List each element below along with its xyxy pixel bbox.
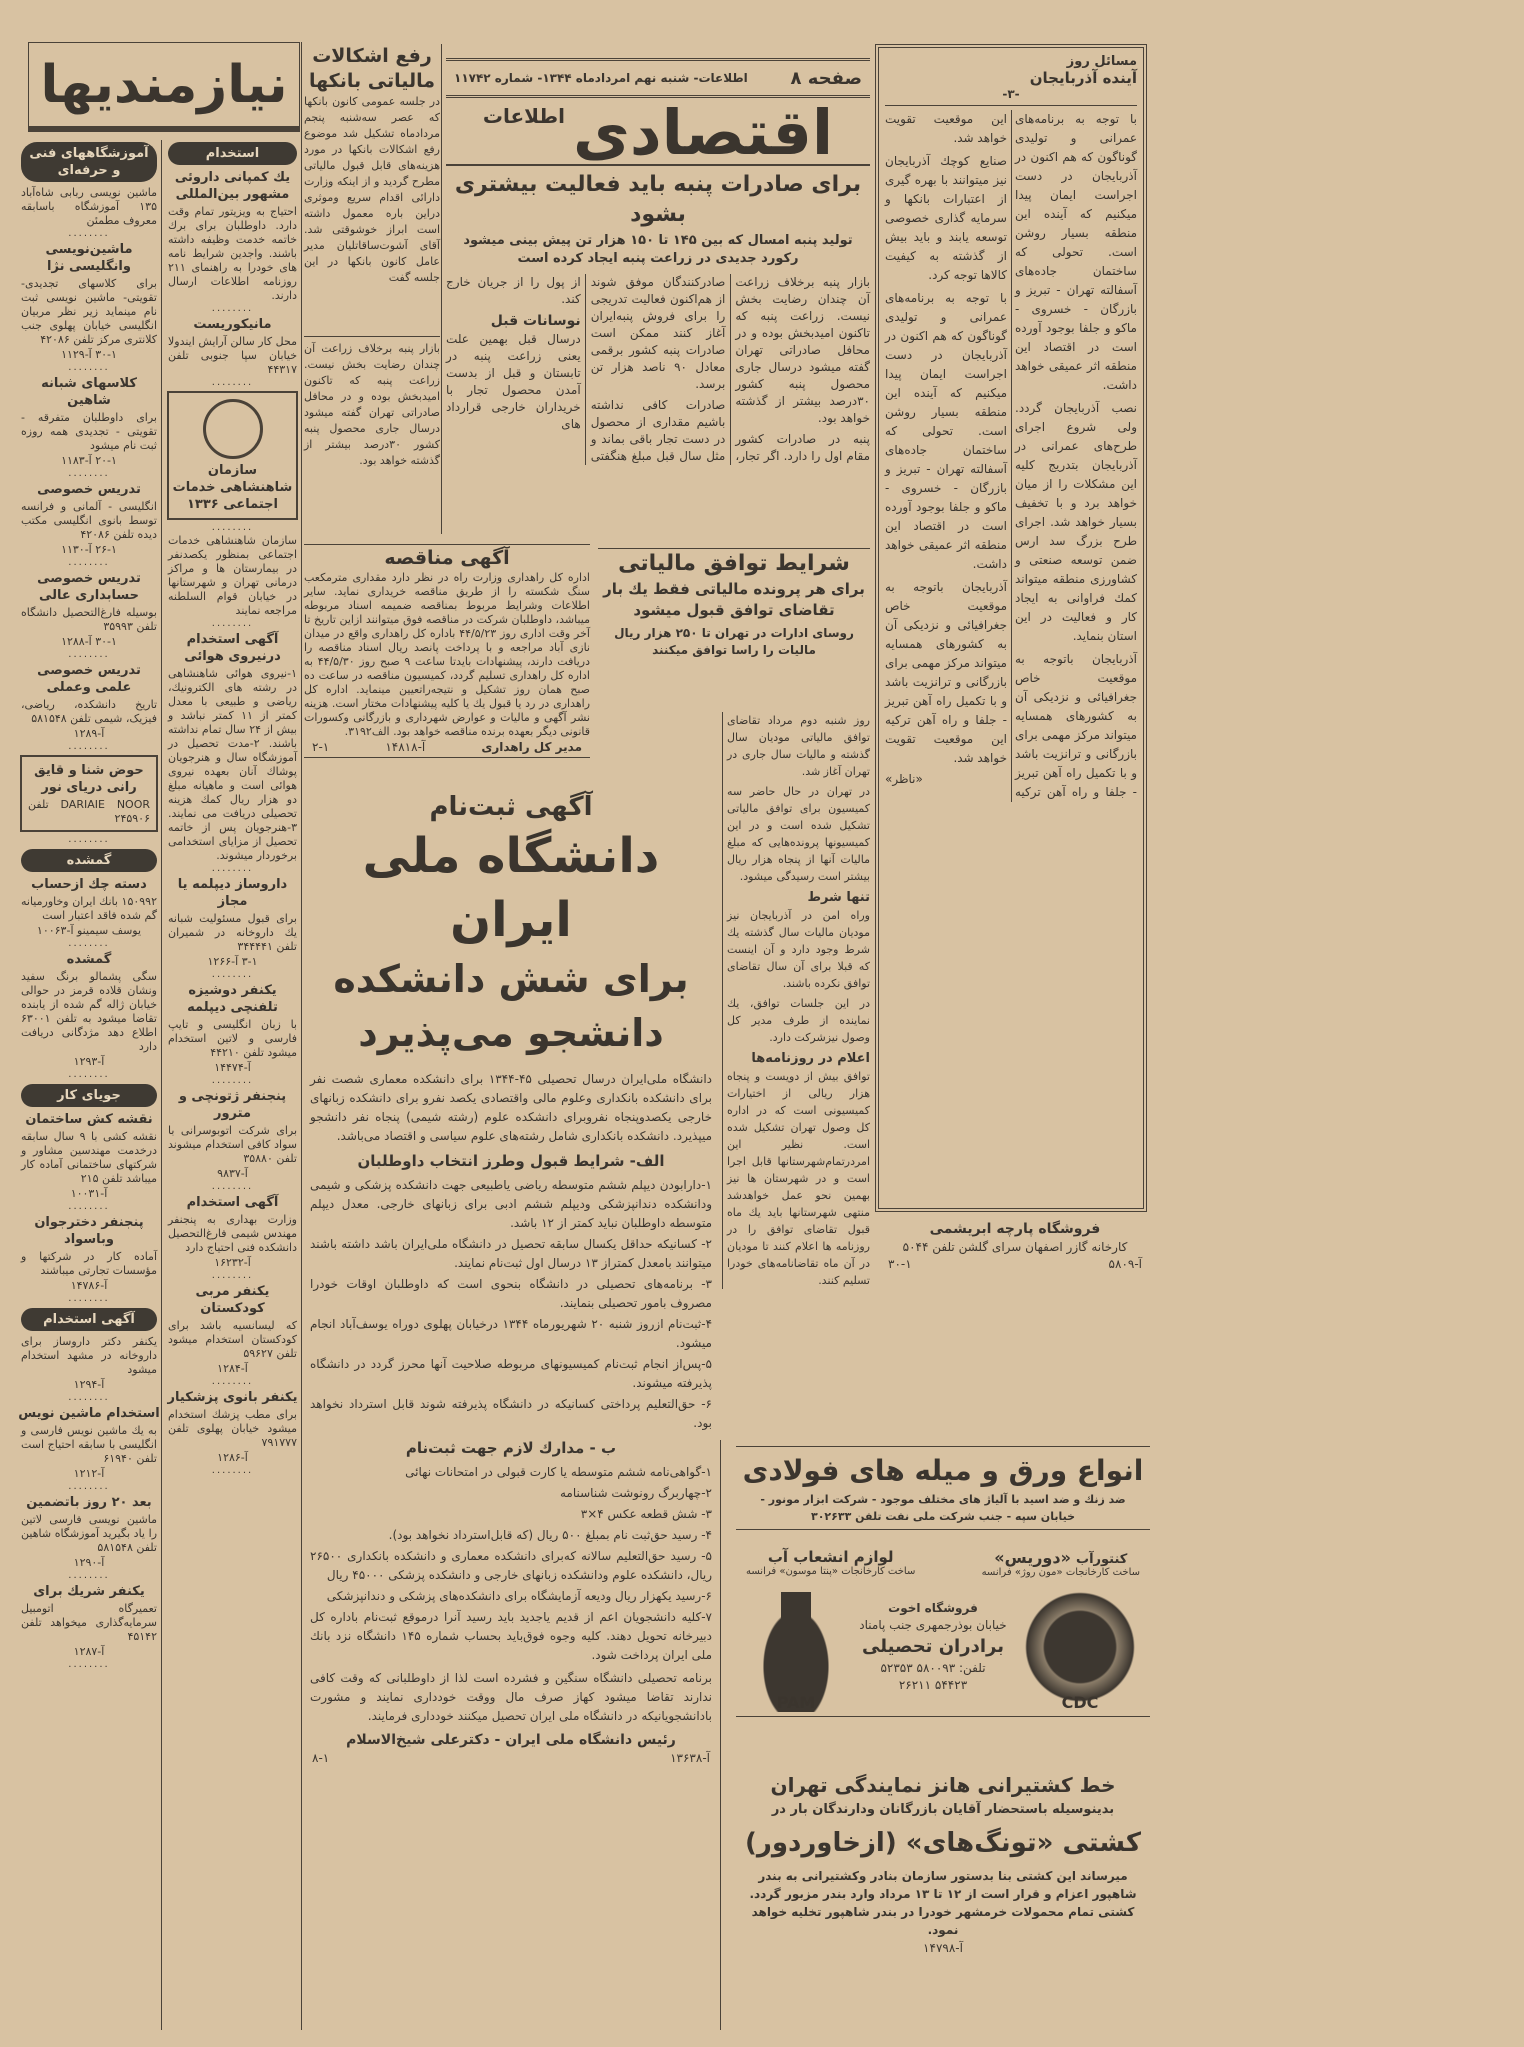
classified-title: بعد ۲۰ روز باتضمین bbox=[26, 1495, 152, 1510]
store-label: فروشگاه اخوت bbox=[888, 1601, 978, 1615]
classified-title: تدریس خصوصی bbox=[37, 482, 141, 497]
classified-text: بوسیله فارغ‌التحصیل دانشگاه تلفن ۳۵۹۹۳ bbox=[21, 606, 157, 633]
azerbaijan-part: -۳- bbox=[1002, 87, 1020, 101]
fittings-title: لوازم انشعاب آب bbox=[767, 1548, 894, 1566]
classified-title: سازمان شاهنشاهی خدمات اجتماعی ۱۳۳۶ bbox=[172, 463, 293, 512]
classified-title: تدریس خصوصی حسابداری عالی bbox=[37, 571, 141, 603]
banks-text: در جلسه عمومی کانون بانکها که عصر سه‌شنبه پنجم مردادماه تشکیل شد موضوع رفع اشکالات بانکها در مورد هزینه‌های قابل قبول مالیاتی مطرح گردید و از اینکه وزارت دارائی اقدام سریع وموثری دراین باره معمول داشته است ابراز خوشوقتی شد. آقای آشوت‌ساقاتلیان مدیر عامل کانون بانکها در این جلسه گفت bbox=[304, 95, 440, 284]
classified-text: آماده کار در شرکتها و مؤسسات تجارتی میباشند bbox=[21, 1250, 157, 1277]
separator: ........ bbox=[68, 468, 110, 479]
classified-text: سازمان شاهنشاهی خدمات اجتماعی بمنظور یکصدنفر در بیمارستان ها و مراکز درمانی تهران و شهرستانها در خیابان قوام السلطنه مراجعه نمایند bbox=[168, 534, 297, 617]
steel-ad-title: انواع ورق و میله های فولادی bbox=[742, 1454, 1144, 1487]
lead-paragraph: بازار پنبه برخلاف زراعت آن چندان رضایت بخش نیست. زراعت پنبه که تاکنون امیدبخش بوده و در محافل صادراتی تهران گفته میشود درسال جاری محصول پنبه کشور ۳۰درصد بیشتر از گذشته خواهد بود. bbox=[304, 342, 440, 467]
classifieds-column-a bbox=[18, 138, 160, 1671]
classified-title: گمشده bbox=[66, 952, 112, 967]
azerbaijan-paragraph: نصب آذربایجان گردد. ولی شروع اجرای طرح‌های عمرانی در آذربایجان بتدریج کلیه این مشکلات را از میان خواهد برد و با تخفیف بسیار خواهد شد. اجرای طرح بزرگ سد ارس ضمن توسعه صنعتی و کشاورزی منطقه میتواند کمك فراوانی به ایجاد کار و فعالیت در این استان بنماید. bbox=[1015, 401, 1137, 643]
shipping-title: خط کشتیرانی هانز نمایندگی تهران bbox=[770, 1773, 1116, 1797]
separator: ........ bbox=[68, 1570, 110, 1581]
separator: ........ bbox=[211, 377, 254, 388]
separator: ........ bbox=[68, 1069, 110, 1080]
lead-subtitle: تولید پنبه امسال که بین ۱۴۵ تا ۱۵۰ هزار تن پیش بینی میشود رکورد جدیدی در زراعت پنبه ایجاد کرده است bbox=[463, 233, 853, 266]
classified-ad bbox=[18, 1111, 160, 1201]
university-title: دانشگاه ملی ایران bbox=[362, 828, 660, 948]
steel-ad-line2: خیابان سپه - جنب شرکت ملی نفت تلفن ۳۰۲۶۳۳ bbox=[811, 1510, 1075, 1523]
store-address: خیابان بوذرجمهری جنب پامناد bbox=[859, 1618, 1007, 1632]
classified-text: انگلیسی - آلمانی و فرانسه توسط بانوی انگلیسی مکتب‌ دیده تلفن ۴۲۰۸۶ bbox=[21, 500, 157, 541]
classified-ad bbox=[18, 481, 160, 557]
separator: ........ bbox=[68, 557, 110, 568]
section-b-heading: ب - مدارك لازم جهت ثبت‌نام bbox=[405, 1439, 617, 1457]
list-item: ۶-رسید یکهزار ریال ودیعه آزمایشگاه برای دانشکده‌های پزشکی و دندانپزشکی bbox=[326, 1589, 712, 1603]
classified-title: استخدام ماشین نویس bbox=[18, 1406, 160, 1421]
classified-ref: آ-۱۲۱۲ bbox=[73, 1467, 105, 1480]
water-meter-sub: ساخت کارخانجات «مون روژ» فرانسه bbox=[981, 1567, 1140, 1578]
classified-ad bbox=[18, 1583, 160, 1659]
tender-code: آ-۱۴۸۱۸ bbox=[385, 740, 426, 754]
water-meter-ad bbox=[736, 1544, 1150, 1717]
classified-title: حوض شنا و قایق رانی دریای نور bbox=[34, 763, 144, 795]
classified-text: برای داوطلبان متفرقه - تقویتی - تجدیدی همه روزه ثبت نام میشود bbox=[21, 411, 157, 452]
classified-text: محل کار سالن آرایش ایندولا خیابان سپا جنوبی تلفن ۴۴۳۱۷ bbox=[168, 335, 297, 376]
separator: ........ bbox=[211, 522, 254, 533]
classified-ad bbox=[165, 169, 300, 303]
separator: ........ bbox=[211, 1075, 254, 1086]
classified-section-header: آگهی استخدام bbox=[21, 1308, 157, 1331]
classified-text: ۱۵۰۹۹۲ بانك ایران وخاورمیانه گم شده فاقد اعتبار است bbox=[21, 895, 157, 922]
separator: ........ bbox=[211, 1181, 254, 1192]
column-divider bbox=[301, 42, 302, 2030]
separator: ........ bbox=[68, 228, 110, 239]
azerbaijan-paragraph: با توجه به برنامه‌های عمرانی و تولیدی گوناگون که هم اکنون در آذربایجان در دست اجراست ایمان پیدا میکنیم که آینده این منطقه بسیار روشن است. تحولی که ساختمان جاده‌های آسفالته تهران - تبریز و بازرگان - خسروی - ماکو و جلفا بوجود آورده است در اقتصاد این منطقه اثر عمیقی خواهد داشت. bbox=[885, 291, 1007, 571]
lead-paragraph: درسال قبل بهمین علت یعنی زراعت پنبه در تابستان و قبل از بدست آمدن محصول تجار با خریداران خارجی قرارداد های bbox=[446, 332, 581, 431]
classified-ref: آ-۱۲۸۷ bbox=[73, 1645, 105, 1658]
classified-text: که لیسانسیه باشد برای کودکستان استخدام میشود تلفن ۵۹۶۲۷ bbox=[168, 1319, 297, 1360]
tax-article bbox=[598, 548, 870, 659]
list-item: ۲-چهاربرگ رونوشت شناسنامه bbox=[559, 1486, 712, 1500]
phones: ۵۸۰۰۹۳ ۵۲۳۵۳ bbox=[880, 1661, 956, 1675]
lead-paragraph: بازار پنبه برخلاف زراعت آن چندان رضایت بخش نیست. زراعت پنبه که تاکنون امیدبخش بوده و در محافل صادراتی تهران گفته میشود درسال جاری محصول پنبه کشور ۳۰درصد بیشتر از گذشته خواهد بود. bbox=[735, 275, 870, 425]
fittings-sub: ساخت کارخانجات «پنتا موسون» فرانسه bbox=[746, 1566, 916, 1577]
steel-ad-line1: ضد زنك و ضد اسید با آلیاژ های مختلف موجود - شرکت ابزار مونور - bbox=[760, 1493, 1126, 1506]
shipping-sub: بدینوسیله باستحضار آقایان بازرگانان ودارندگان بار در bbox=[771, 1802, 1115, 1817]
lead-continuation bbox=[304, 336, 440, 473]
lead-subhead: نوسانات قبل bbox=[490, 313, 581, 329]
list-item: ۱-گواهی‌نامه ششم متوسطه یا کارت قبولی در امتحانات نهائی bbox=[405, 1465, 712, 1479]
tender-title: آگهی مناقصه bbox=[384, 547, 510, 569]
separator: ........ bbox=[68, 1481, 110, 1492]
tender-signature: مدیر کل راهداری bbox=[481, 740, 582, 754]
pam-mark: PAM bbox=[776, 1693, 816, 1712]
classified-section-header: گمشده bbox=[21, 849, 157, 872]
classified-ref: ۳۰-۱ آ-۱۱۲۹ bbox=[61, 348, 117, 361]
azerbaijan-title: آینده آذربایجان bbox=[1029, 69, 1137, 87]
ad-ref: ۳۰-۱ bbox=[888, 1257, 912, 1271]
classified-title: تدریس خصوصی علمی وعملی bbox=[37, 663, 141, 695]
university-line2: برای شش دانشکده bbox=[333, 957, 689, 1001]
lead-headline: برای صادرات پنبه باید فعالیت بیشتری بشود bbox=[454, 172, 862, 227]
water-meter-image bbox=[1020, 1582, 1140, 1712]
page-number: صفحه ۸ bbox=[790, 67, 862, 89]
list-item: ۵-پس‌از انجام ثبت‌نام کمیسیونهای مربوطه صلاحیت آنها محرز گردد در دانشگاه پذیرفته میشوند. bbox=[310, 1357, 712, 1390]
classified-title: آگهی استخدام bbox=[186, 1195, 279, 1210]
classified-text: تعمیرگاه اتومبیل سرمایه‌گذاری میخواهد تلفن ۴۵۱۴۲ bbox=[21, 1602, 157, 1643]
tender-ref: ۲-۱ bbox=[312, 740, 330, 754]
list-item: ۲- کسانیکه حداقل یکسال سابقه تحصیل در دانشگاه ملی‌ایران باشد داشته باشند میتوانند بامعدل کمتراز ۱۳ درسال اول ثبت‌نام نمایند. bbox=[310, 1237, 712, 1270]
classified-ad bbox=[165, 1389, 300, 1465]
separator: ........ bbox=[68, 1392, 110, 1403]
classified-text: یکنفر دکتر داروساز برای داروخانه در مشهد استخدام میشود bbox=[21, 1335, 157, 1376]
tender-text: اداره کل راهداری وزارت راه در نظر دارد مقداری مترمکعب سنگ شکسته را از طریق مناقصه خریداری نماید. سایر اطلاعات وشرایط مربوط بمناقصه ضمیمه اسناد مربوطه میباشد، داوطلبان شرکت در مناقصه فوق میتوانند ازاین تاریخ تا آخر وقت اداری روز ۴۴/۵/۲۳ باداره کل راهداری واقع در میدان نازی آباد مراجعه و با پرداخت پانصد ریال اسناد مناقصه را دریافت دارند، پیشنهادات بایدتا ساعت ۹ صبح روز ۴۴/۵/۳۰ به اداره کل راهداری تسلیم گردد، کمیسیون مناقصه در ساعت ده صبح همان روز تشکیل و نتیجه‌راتعیین مینماید. اداره کل راهداری در رد یا قبول یك یا کلیه پیشنهادات مختار است. هزینه نشر آگهی و مالیات و عوارض شهرداری و بازرگانی وکسورات قانونی دیگر بعهده برنده مناقصه خواهد بود. الف۳۱۹۲. bbox=[304, 571, 590, 738]
tax-headline: شرایط توافق مالیاتی bbox=[618, 551, 850, 576]
classified-title: مانیکوریست bbox=[193, 317, 272, 332]
classified-text: تاریخ دانشکده، ریاضی، فیزیک، شیمی تلفن ۵۸۱۵۴۸ bbox=[21, 698, 157, 725]
separator: ........ bbox=[211, 1465, 254, 1476]
azerbaijan-paragraph: آذربایجان باتوجه به موقعیت خاص جغرافیائی و نزدیکی آن به کشورهای همسایه میتواند مرکز مهمی برای بازرگانی و ترانزیت باشد و با تکمیل راه آهن تبریز - جلفا و راه آهن ترکیه این موقعیت تقویت خواهد شد. bbox=[885, 580, 1007, 765]
list-item: ۳- برنامه‌های تحصیلی در دانشگاه بنحوی است که داوطلبان اوقات خودرا مصروف بامور تحصیلی بنمایند. bbox=[310, 1277, 712, 1310]
phone-label: تلفن: bbox=[959, 1661, 986, 1675]
classified-title: یکنفر مربی کودکستان bbox=[195, 1284, 270, 1316]
classified-ad bbox=[18, 570, 160, 649]
classified-ad bbox=[18, 951, 160, 1069]
emblem-icon bbox=[203, 399, 263, 459]
masthead-title: اقتصادی bbox=[573, 96, 834, 169]
classified-text: برای مطب پزشك استخدام میشود خیابان پهلوی تلفن ۷۹۱۷۷۷ bbox=[168, 1408, 297, 1449]
classified-section-header: آموزشگاههای فنی و حرفه‌ای bbox=[21, 142, 157, 182]
separator: ........ bbox=[211, 1376, 254, 1387]
classifieds-masthead bbox=[28, 42, 300, 132]
classified-ref: آ-۱۲۸۹ bbox=[73, 727, 105, 740]
classified-ref: آ-۹۸۳۷ bbox=[217, 1167, 248, 1180]
column-divider bbox=[441, 44, 442, 534]
classified-ad bbox=[165, 534, 300, 618]
classified-ad bbox=[165, 1088, 300, 1181]
classified-ref: ۲۶-۱ آ-۱۱۳۰ bbox=[61, 543, 117, 556]
university-ref: ۸-۱ bbox=[312, 1751, 330, 1765]
classified-ref: آ-۱۲۸۶ bbox=[217, 1451, 248, 1464]
azerbaijan-column bbox=[875, 44, 1147, 1212]
separator: ........ bbox=[211, 969, 254, 980]
classified-ref: آ-۱۲۹۳ bbox=[73, 1055, 105, 1068]
classified-title: یك کمپانی داروئی مشهور بین‌المللی bbox=[174, 170, 291, 202]
university-closing: برنامه تحصیلی دانشگاه سنگین و فشرده است لذا از داوطلبانی که وقت کافی ندارند تقاضا میشود کهاز صرف مال ووقت خودداری نمایند و مشورت بادانشجویانیکه در دانشگاه ملی ایران تحصیل میکنند خودداری فرمایند. bbox=[310, 1671, 712, 1723]
shipping-text: میرساند این کشتی بنا بدستور سازمان بنادر وکشتیرانی به بندر شاهپور اعزام و قرار است از ۱۲ تا ۱۳ مرداد وارد بندر مزبور گردد. کشتی تمام محمولات خرمشهر خودرا در بندر شاهپور تخلیه خواهد نمود. bbox=[749, 1869, 1137, 1937]
classified-ad bbox=[165, 982, 300, 1075]
classified-text: ماشین نویسی فارسی لاتین را یاد بگیرید آموزشگاه شاهین تلفن ۵۸۱۵۴۸ bbox=[21, 1513, 157, 1554]
separator: ........ bbox=[211, 303, 254, 314]
classified-title: دسته چك ازحساب bbox=[31, 877, 147, 892]
classified-ad bbox=[20, 755, 158, 832]
classified-text: ماشین نویسی ربابی شاه‌آباد ۱۳۵ آموزشگاه باسابقه معروف مطمئن bbox=[21, 186, 157, 227]
tender-notice bbox=[304, 544, 590, 758]
separator: ........ bbox=[211, 863, 254, 874]
classified-ad bbox=[18, 1214, 160, 1293]
tax-subhead: تنها شرط bbox=[807, 890, 870, 905]
classified-title: ماشین‌نویسی وانگلیسی نژا bbox=[45, 242, 133, 274]
classified-title: کلاسهای شبانه شاهین bbox=[41, 376, 137, 408]
tax-paragraph: روز شنبه دوم مرداد تقاضای توافق مالیاتی مودیان سال گذشته و مالیات سال جاری در تهران آغاز شد. bbox=[727, 714, 870, 778]
classified-ad bbox=[18, 662, 160, 741]
classified-ref: آ-۱۰۰۳۱ bbox=[70, 1187, 108, 1200]
classified-title: پنجنفر دخترجوان وباسواد bbox=[34, 1215, 144, 1247]
university-notice bbox=[304, 790, 718, 1766]
tax-subtitle: برای هر پرونده مالیاتی فقط یك بار تقاضای توافق قبول میشود bbox=[603, 580, 865, 619]
water-meter-brand: «دوریس» bbox=[994, 1548, 1071, 1567]
cdc-mark: CDC bbox=[1061, 1693, 1099, 1712]
classified-text: نقشه کشی با ۹ سال سابقه درخدمت مهندسین مشاور و شرکتهای ساختمانی آماده کار میباشد تلفن ۲۱۵ bbox=[21, 1130, 157, 1185]
classifieds-title: نیازمندیها bbox=[40, 54, 288, 115]
classified-ad bbox=[18, 241, 160, 362]
list-item: ۴- رسید حق‌ثبت نام بمبلغ ۵۰۰ ریال (که قابل‌استرداد نخواهد بود). bbox=[388, 1528, 712, 1542]
classified-ad bbox=[18, 1335, 160, 1392]
tax-deck: روسای ادارات در تهران تا ۲۵۰ هزار ریال مالیات را راسا توافق میکنند bbox=[614, 626, 854, 657]
tax-paragraph: توافق بیش از دویست و پنجاه هزار ریالی از اختیارات کمیسیونی است که در اداره کل وصول تهران تشکیل شده است. نظیر این امردرتمام‌شهرستانها قابل اجرا است و در شهرستان ها نیز بهمین نحو عمل خواهدشد منتهی شهرستانها باید یك ماه قبول تقاضای توافق را در روزنامه ها اعلام کنند تا مودیان در آن ماه تقاضانامه‌های خودرا تسلیم کنند. bbox=[727, 1070, 870, 1287]
classified-ref: آ-۱۴۴۷۴ bbox=[214, 1061, 251, 1074]
separator: ........ bbox=[211, 1270, 254, 1281]
separator: ........ bbox=[68, 1201, 110, 1212]
classified-ref: آ-۱۲۸۴ bbox=[217, 1362, 248, 1375]
classified-ad bbox=[167, 391, 298, 520]
list-item: ۵- رسید حق‌التعلیم سالانه که‌برای دانشکده معماری و دانشکده بانکداری ۲۶۵۰۰ ریال، دانشکده علوم ودانشکده زبانهای خارجی و دانشکده پزشکی ۴۵۰۰۰ ریال bbox=[310, 1549, 712, 1582]
classified-ad bbox=[18, 186, 160, 228]
university-kicker: آگهی ثبت‌نام bbox=[429, 792, 593, 822]
classified-text: با زبان انگلیسی و تایپ فارسی و لاتین استخدام میشود تلفن ۴۴۲۱۰ bbox=[168, 1018, 297, 1059]
classified-ref: آ-۱۲۹۴ bbox=[73, 1378, 105, 1391]
classified-title: نقشه کش ساختمان bbox=[25, 1112, 153, 1127]
classified-title: یکنفر بانوی پزشکیار bbox=[167, 1390, 298, 1405]
shipping-ref: آ-۱۴۷۹۸ bbox=[923, 1941, 963, 1955]
tax-paragraph: در تهران در حال حاضر سه کمیسیون برای توافق مالیاتی تشکیل شده است و در این کمیسیونها پرونده‌هایی که مبلغ مالیات آنها از پنجاه هزار ریال بیشتر است رسیدگی میشود. bbox=[727, 785, 870, 883]
dealer-name: برادران تحصیلی bbox=[862, 1636, 1004, 1657]
separator: ........ bbox=[68, 834, 110, 845]
university-line3: دانشجو می‌پذیرد bbox=[358, 1011, 664, 1055]
list-item: ۶- حق‌التعلیم پرداختی کسانیکه در دانشگاه پذیرفته شوند قابل استرداد نخواهد بود. bbox=[310, 1397, 712, 1430]
university-code: آ-۱۳۶۳۸ bbox=[670, 1751, 710, 1765]
banks-headline: رفع اشکالات مالیاتی بانکها bbox=[308, 45, 436, 92]
university-intro: دانشگاه ملی‌ایران درسال تحصیلی ۴۵-۱۳۴۴ برای دانشکده معماری شصت نفر برای دانشکده بانکداری وعلوم مالی واقتصادی یکصد نفرو برای دانشکده زبانهای خارجی یکصدوپنجاه نفروبرای دانشکده علوم (رشته شیمی) پنجاه نفر دانشجو میپذیرد. دانشکده بانکداری شامل رشته‌های علوم سیاسی و اقتصاد می‌باشد. bbox=[310, 1072, 713, 1143]
classified-title: داروساز دیپلمه یا مجاز bbox=[177, 877, 288, 909]
classified-ref: آ-۱۲۹۰ bbox=[73, 1556, 105, 1569]
classified-title: آگهی استخدام درنیروی هوائی bbox=[184, 632, 281, 664]
silk-store-text: کارخانه گازر اصفهان سرای گلشن تلفن ۵۰۴۴ bbox=[902, 1240, 1128, 1254]
classified-section-header: جویای کار bbox=[21, 1084, 157, 1107]
classified-title: پنجنفر ژتونچی و مترور bbox=[178, 1089, 287, 1121]
ad-code: آ-۵۸۰۹ bbox=[1108, 1257, 1142, 1271]
classified-title: یکنفر شریك برای bbox=[33, 1584, 145, 1599]
classified-ref: آ-۱۶۲۳۲ bbox=[214, 1256, 251, 1269]
classified-text: احتیاج به ویزیتور تمام وقت دارد. داوطلبان برای برك خاتمه خدمت وظیفه داشته باشند. واجدین شرایط نامه های خودرا به راهنمای ۲۱۱ روزنامه اطلاعات ارسال دارند. bbox=[168, 205, 297, 302]
classified-text: به یك ماشین نویس فارسی و انگلیسی با سابقه احتیاج است تلفن ۶۱۹۴۰ bbox=[21, 1424, 157, 1465]
silk-store-ad bbox=[880, 1220, 1150, 1272]
separator: ........ bbox=[68, 938, 110, 949]
classified-ref: یوسف سیمینو آ-۱۰۰۶۳ bbox=[36, 924, 142, 937]
shipping-main: کشتی «تونگ‌های» (ازخاوردور) bbox=[744, 1828, 1141, 1858]
classified-text: وزارت بهداری به پنجنفر مهندس شیمی فارغ‌التحصیل دانشکده فنی احتیاج دارد bbox=[168, 1213, 297, 1254]
classified-ref: ۳۰-۱ آ-۱۲۸۸ bbox=[61, 635, 117, 648]
separator: ........ bbox=[68, 1659, 110, 1670]
tax-paragraph: در این جلسات توافق، یك نماینده از طرف مدیر کل وصول نیزشرکت دارد. bbox=[727, 997, 870, 1044]
classified-ad bbox=[165, 316, 300, 377]
separator: ........ bbox=[211, 618, 254, 629]
classified-ad bbox=[18, 876, 160, 938]
classified-ad bbox=[18, 375, 160, 468]
shipping-ad bbox=[736, 1770, 1150, 1957]
tax-body bbox=[722, 712, 870, 1289]
classified-ref: آ-۱۴۷۸۶ bbox=[70, 1279, 108, 1292]
section-a-heading: الف- شرایط قبول وطرز انتخاب داوطلبان bbox=[357, 1152, 665, 1170]
azerbaijan-paragraph: آذربایجان باتوجه به موقعیت خاص جغرافیائی و نزدیکی آن به کشورهای همسایه میتواند مرکز مهمی برای بازرگانی و ترانزیت باشد و با تکمیل راه آهن تبریز - جلفا و راه آهن ترکیه این موقعیت تقویت خواهد شد. bbox=[885, 112, 1137, 799]
classified-text: ۱-نیروی هوائی شاهنشاهی در رشته های الکترونیك، ریاضی و طبیعی با معدل کمتر از ۱۱ کمتر نباشد و بیش از ۲۴ سال تمام نداشته باشند. ۲-مدت تحصیل در آموزشگاه سال و هنرجویان پوشاك آنان بعهده نیروی هوائی است و ماهیانه مبلغ دو هزار ریال کمك هزینه تحصیلی دریافت می نمایند. ۳-هنرجویان پس از خاتمه تحصیل از مزایای استخدامی برخوردار میشوند. bbox=[168, 667, 298, 862]
classified-section-header: استخدام bbox=[168, 142, 297, 165]
classified-ref: ۳-۱ آ-۱۲۶۶ bbox=[207, 955, 258, 968]
classified-text: DARIAIE NOOR تلفن ۲۴۵۹۰۶ bbox=[28, 798, 151, 825]
dateline: اطلاعات- شنبه نهم امردادماه ۱۳۴۴- شماره ۱۱۷۴۲ bbox=[454, 71, 748, 85]
separator: ........ bbox=[68, 362, 110, 373]
column-kicker: مسائل روز bbox=[1066, 54, 1137, 69]
banks-article bbox=[304, 44, 440, 286]
list-item: ۳- شش قطعه عکس ۴×۳ bbox=[580, 1507, 712, 1521]
tax-subhead: اعلام در روزنامه‌ها bbox=[751, 1051, 870, 1066]
azerbaijan-paragraph: صنایع کوچك آذربایجان نیز میتوانند با بهره گیری از اعتبارات بانکها و سرمایه گذاری خصوصی توسعه یابند و باید بیش از گذشته به کیفیت کالاها توجه کرد. bbox=[885, 154, 1007, 282]
masthead-small: اطلاعات bbox=[482, 104, 565, 128]
classified-text: سگی پشمالو برنگ سفید ونشان قلاده قرمز در حوالی خیابان ژاله گم شده از یابنده تقاضا میشود به تلفن ۶۳۰۰۱ اطلاع دهد مژدگانی دریافت دارد bbox=[21, 970, 157, 1053]
steel-ad bbox=[736, 1446, 1150, 1530]
classified-title: یکنفر دوشیزه تلفنچی دیپلمه bbox=[187, 983, 278, 1015]
university-signature: رئیس دانشگاه ملی ایران - دکترعلی شیخ‌الاسلام bbox=[346, 1732, 676, 1748]
azerbaijan-paragraph: با توجه به برنامه‌های عمرانی و تولیدی گوناگون که هم اکنون در آذربایجان در دست اجراست ایمان پیدا میکنیم که آینده این منطقه بسیار روشن است. تحولی که ساختمان جاده‌های آسفالته تهران - تبریز و بازرگان - خسروی - ماکو و جلفا بوجود آورده است در اقتصاد این منطقه اثر عمیقی خواهد داشت. bbox=[1015, 112, 1137, 392]
classifieds-column-b bbox=[165, 138, 300, 1477]
classified-ad bbox=[18, 1405, 160, 1481]
classified-text: برای کلاسهای تجدیدی- تقویتی- ماشین نویسی ثبت نام مینماید زیر نظر مربیان انگلیسی خیابان پهلوی جنب کلانتری مرکز تلفن ۴۲۰۸۶ bbox=[21, 277, 157, 346]
classified-text: برای شرکت اتوبوسرانی با سواد کافی استخدام میشوند تلفن ۳۵۸۸۰ bbox=[168, 1124, 297, 1165]
classified-ad bbox=[18, 1494, 160, 1570]
lead-article bbox=[446, 170, 870, 465]
silk-store-title: فروشگاه پارچه ابریشمی bbox=[929, 1221, 1101, 1237]
classified-ad bbox=[165, 1283, 300, 1376]
classifieds-divider bbox=[161, 140, 162, 2030]
dateline-bar bbox=[446, 58, 870, 98]
lead-paragraph: صادرات کافی نداشته باشیم مقداری از محصول در دست تجار باقی بماند و مثل سال قبل مبلغ هنگفتی از پول را از جریان خارج کند. bbox=[446, 275, 726, 463]
tax-paragraph: وراه امن در آذربایجان نیز مودیان مالیات سال گذشته یك شرط وجود دارد و آن اینست که قبلا برای آن سال تقاضای توافق نکرده باشند. bbox=[727, 909, 870, 990]
section-masthead bbox=[446, 96, 870, 169]
classified-ad bbox=[165, 876, 300, 969]
classified-ad bbox=[165, 631, 300, 863]
pipe-fitting-image bbox=[746, 1582, 846, 1712]
classified-ref: ۲۰-۱ آ-۱۱۸۳ bbox=[61, 454, 117, 467]
separator: ........ bbox=[68, 741, 110, 752]
lead-paragraph: پنبه در صادرات کشور مقام اول را دارد. اگر تجار، صادرکنندگان موفق شوند از هم‌اکنون فعالیت تدریجی را برای فروش پنبه‌ایران آغاز کنند ممکن است صادرات پنبه کشور برقمی معادل ۹۰ ناصد هزار تن برسد. bbox=[590, 275, 870, 463]
list-item: ۴-ثبت‌نام ازروز شنبه ۲۰ شهریورماه ۱۳۴۴ درخیابان پهلوی دوراه یوسف‌آباد انجام میشود. bbox=[310, 1317, 713, 1350]
classified-text: برای قبول مسئولیت شبانه یك داروخانه در شمیران تلفن ۳۴۴۴۴۱ bbox=[168, 912, 297, 953]
separator: ........ bbox=[68, 649, 110, 660]
azerbaijan-signature: «ناظر» bbox=[885, 772, 923, 786]
water-meter-title: کنتورآب bbox=[1076, 1552, 1128, 1567]
list-item: ۱-دارابودن دیپلم ششم متوسطه ریاضی یاطبیعی جهت دانشکده پزشکی و شیمی ودانشکده دندانپزشکی ودیپلم ششم ادبی برای زبانهای خارجی. معدل دیپلم متوسطه داوطلبان نباید کمتر از ۱۲ باشد. bbox=[310, 1178, 712, 1230]
separator: ........ bbox=[68, 1293, 110, 1304]
column-divider bbox=[720, 1440, 721, 2030]
list-item: ۷-کلیه دانشجویان اعم از قدیم یاجدید باید رسید آنرا درموقع ثبت‌نام باداره کل دبیرخانه تحویل دهند. کلیه وجوه فوق‌باید بحساب شماره ۱۴۵ دانشگاه نزد بانك ملی ایران پرداخت شود. bbox=[310, 1610, 712, 1662]
phones: ۵۴۴۲۳ ۲۶۲۱۱ bbox=[898, 1678, 968, 1692]
classified-ad bbox=[165, 1194, 300, 1270]
